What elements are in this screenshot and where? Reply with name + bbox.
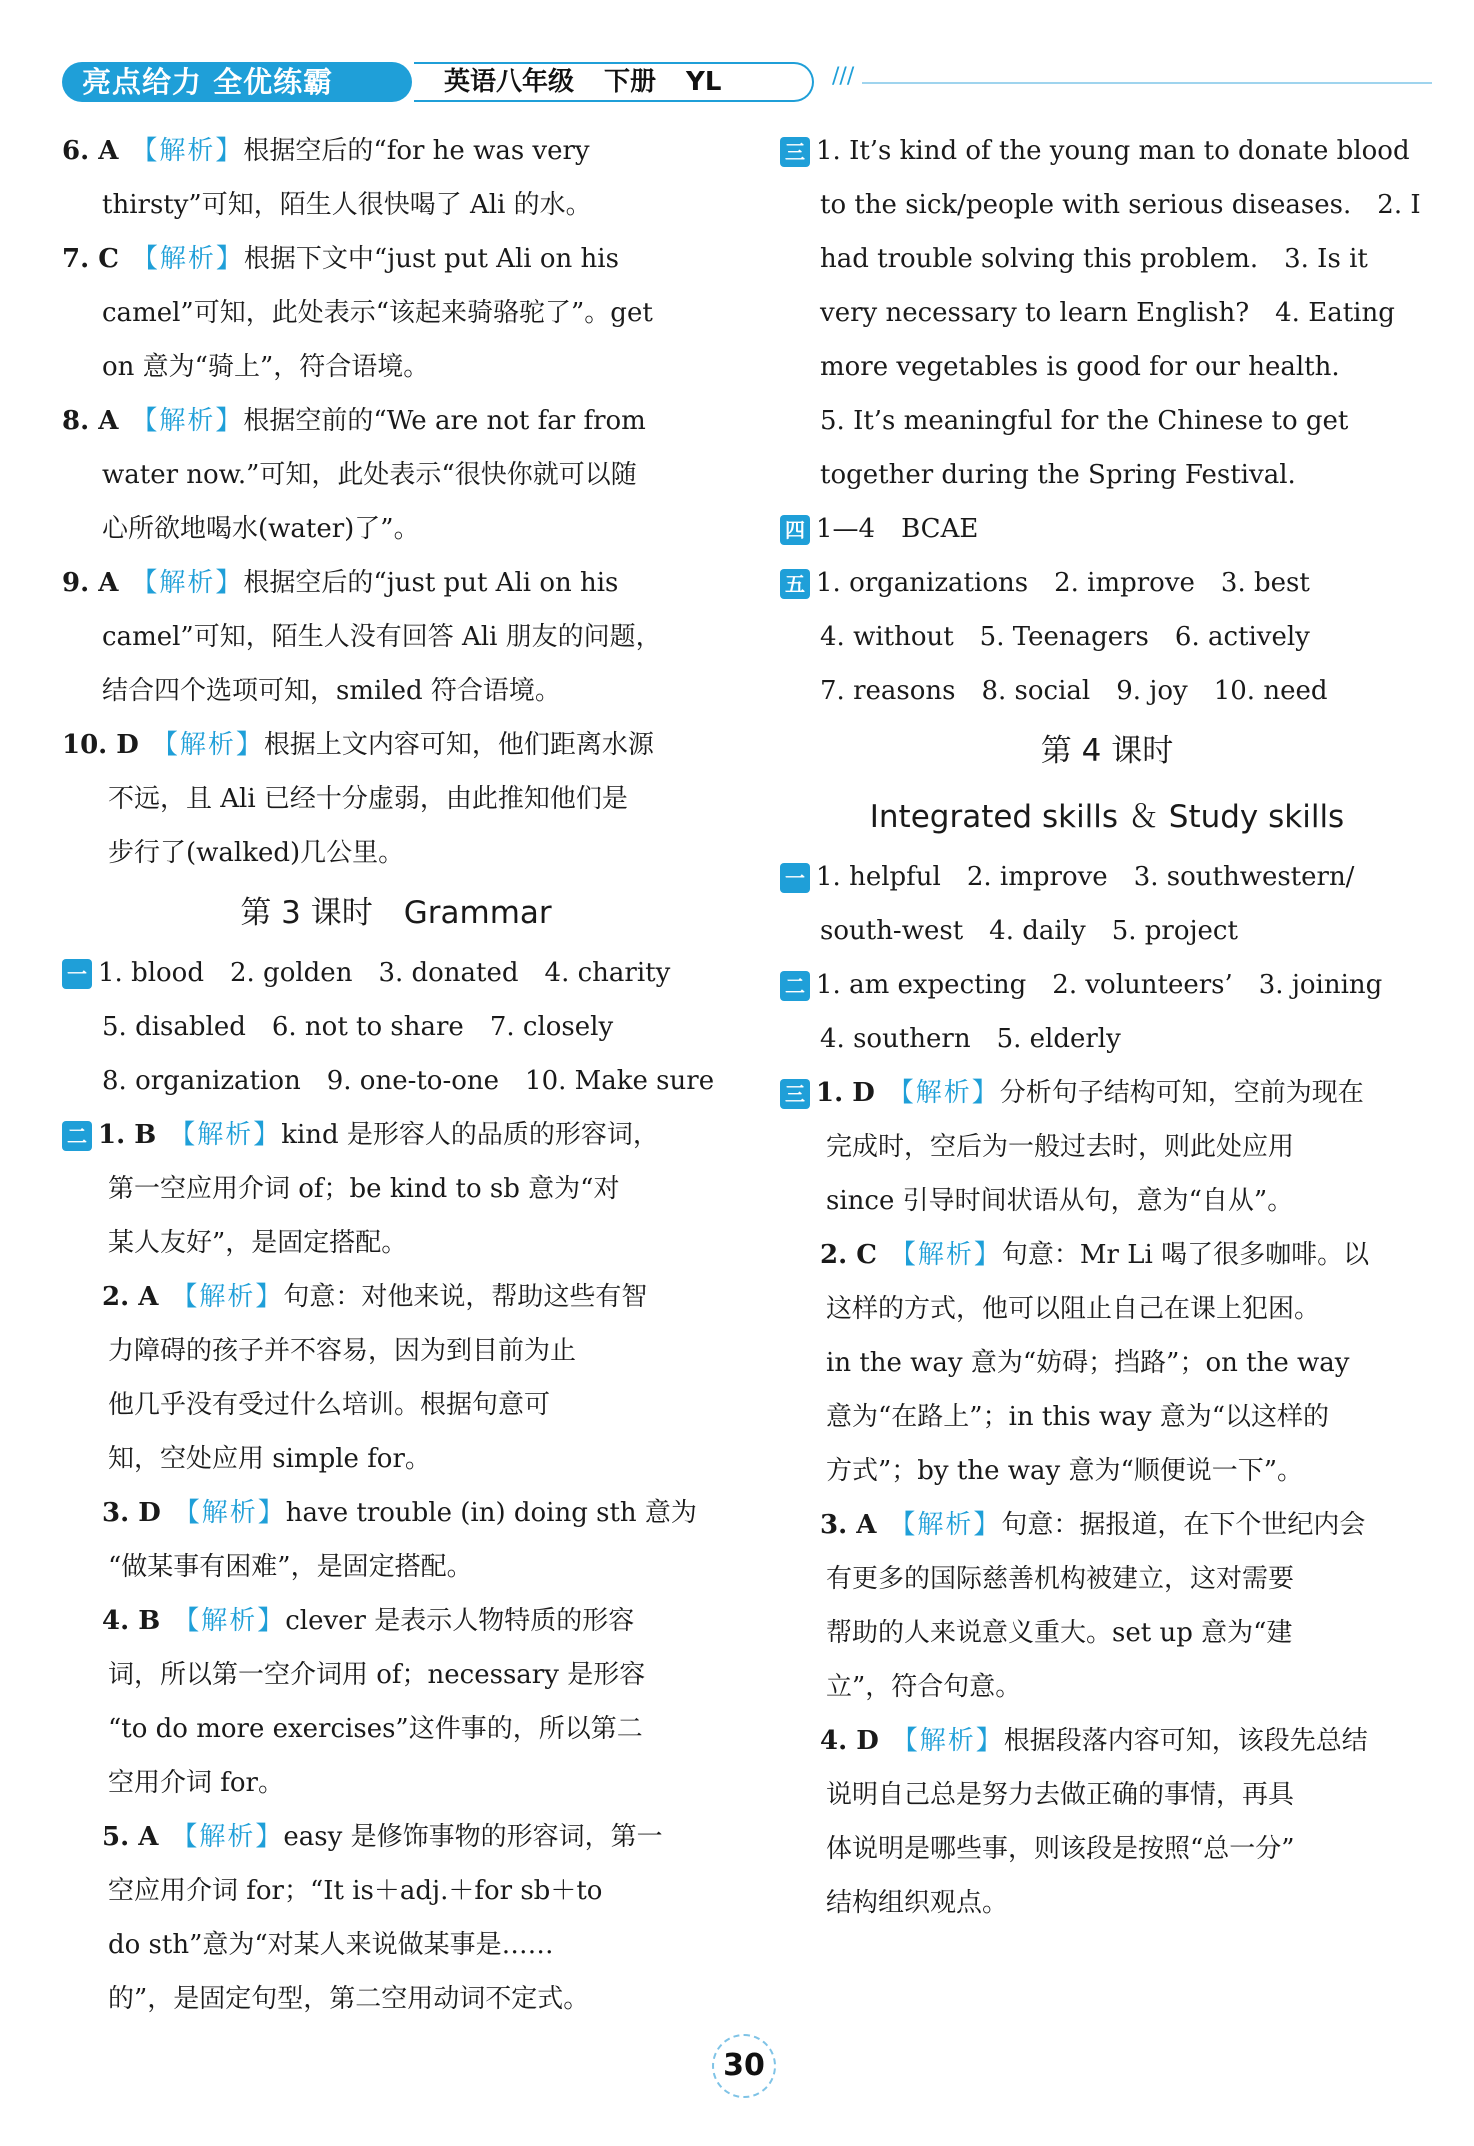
text-line: 【解析】	[184, 1282, 284, 1312]
text-line: 9. A	[62, 568, 119, 598]
answer-line	[62, 1108, 730, 1162]
text-line: 2. C	[820, 1240, 877, 1270]
text-line: 10. D	[62, 730, 139, 760]
answer-line	[780, 958, 1434, 1012]
answer-line	[62, 1810, 730, 1864]
answer-line	[62, 232, 730, 286]
text-line: 立”，符合句意。	[826, 1672, 1022, 1702]
text-line: 4. D	[820, 1726, 879, 1756]
text-line: 7. C	[62, 244, 119, 274]
text-line: had trouble solving this problem. 3. Is it	[820, 244, 1368, 274]
text-line: 【解析】	[186, 1498, 286, 1528]
text-line: 【解析】	[186, 1606, 286, 1636]
text-line: 的”，是固定句型，第二空用动词不定式。	[108, 1984, 590, 2014]
text-line: 体说明是哪些事，则该段是按照“总一分”	[826, 1834, 1295, 1864]
answer-line	[780, 556, 1434, 610]
answer-line	[62, 394, 730, 448]
answer-line	[780, 1066, 1434, 1120]
text-line: 空用介词 for。	[108, 1768, 284, 1798]
text-line: 根据下文中“just put Ali on his	[243, 244, 619, 274]
text-line: 【解析】	[144, 568, 244, 598]
text-line: 【解析】	[164, 730, 264, 760]
text-line: camel”可知，此处表示“该起来骑骆驼了”。get	[102, 298, 653, 328]
text-line: 【解析】	[902, 1240, 1002, 1270]
text-line: 帮助的人来说意义重大。set up 意为“建	[826, 1618, 1293, 1648]
text-line: 【解析】	[184, 1822, 284, 1852]
answer-line	[62, 946, 730, 1000]
text-line: 句意：Mr Li 喝了很多咖啡。以	[1001, 1240, 1370, 1270]
text-line: 5. disabled 6. not to share 7. closely	[102, 1012, 614, 1042]
text-line: 他几乎没有受过什么培训。根据句意可	[108, 1390, 551, 1420]
text-line: kind 是形容人的品质的形容词，	[281, 1120, 659, 1150]
section-marker: 二	[780, 971, 810, 1001]
text-line: 意为“在路上”；in this way 意为“以这样的	[826, 1402, 1330, 1432]
volume-label: 下册	[604, 67, 657, 97]
page-header	[62, 60, 1432, 104]
text-line: 【解析】	[902, 1510, 1002, 1540]
text-line: 根据空后的“just put Ali on his	[243, 568, 619, 598]
text-line: 某人友好”，是固定搭配。	[108, 1228, 408, 1258]
answer-line	[62, 718, 730, 772]
text-line: to the sick/people with serious diseases. 2. I	[820, 190, 1421, 220]
text-line: easy 是修饰事物的形容词，第一	[283, 1822, 663, 1852]
header-rule	[862, 82, 1432, 84]
text-line: 心所欲地喝水(water)了”。	[102, 514, 420, 544]
section-subtitle: Integrated skills ＆ Study skills	[869, 799, 1345, 835]
text-line: 【解析】	[144, 406, 244, 436]
text-line: 完成时，空后为一般过去时，则此处应用	[826, 1132, 1295, 1162]
text-line: 这样的方式，他可以阻止自己在课上犯困。	[826, 1294, 1321, 1324]
section-marker: 一	[780, 863, 810, 893]
text-line: 1. organizations 2. improve 3. best	[816, 568, 1310, 598]
text-line: 【解析】	[904, 1726, 1004, 1756]
text-line: 【解析】	[900, 1078, 1000, 1108]
text-line: 根据空前的“We are not far from	[243, 406, 646, 436]
text-line: water now.”可知，此处表示“很快你就可以随	[102, 460, 637, 490]
text-line: do sth”意为“对某人来说做某事是……	[108, 1930, 554, 1960]
text-line: 1. am expecting 2. volunteers’ 3. joining	[816, 970, 1383, 1000]
section-title: 第 3 课时 Grammar	[240, 895, 552, 931]
text-line: 5. A	[102, 1822, 159, 1852]
text-line: 3. D	[102, 1498, 161, 1528]
right-column	[780, 124, 1434, 1930]
text-line: 第一空应用介词 of；be kind to sb 意为“对	[108, 1174, 620, 1204]
text-line: 力障碍的孩子并不容易，因为到目前为止	[108, 1336, 577, 1366]
header-decoration: ///	[832, 64, 855, 89]
section-marker: 三	[780, 137, 810, 167]
text-line: 8. A	[62, 406, 119, 436]
section-marker: 四	[780, 515, 810, 545]
section-marker: 一	[62, 959, 92, 989]
text-line: 说明自己总是努力去做正确的事情，再具	[826, 1780, 1295, 1810]
text-line: 句意：对他来说，帮助这些有智	[283, 1282, 648, 1312]
answer-line	[780, 850, 1434, 904]
text-line: 方式”；by the way 意为“顺便说一下”。	[826, 1456, 1304, 1486]
text-line: 3. A	[820, 1510, 877, 1540]
answer-line	[780, 1228, 1434, 1282]
text-line: 2. A	[102, 1282, 159, 1312]
text-line: “to do more exercises”这件事的，所以第二	[108, 1714, 643, 1744]
text-line: 结构组织观点。	[826, 1888, 1009, 1918]
text-line: 有更多的国际慈善机构被建立，这对需要	[826, 1564, 1295, 1594]
text-line: clever 是表示人物特质的形容	[285, 1606, 635, 1636]
answer-line	[780, 1714, 1434, 1768]
text-line: south-west 4. daily 5. project	[820, 916, 1238, 946]
text-line: 6. A	[62, 136, 119, 166]
text-line: 根据段落内容可知，该段先总结	[1003, 1726, 1368, 1756]
text-line: 1. B	[98, 1120, 157, 1150]
text-line: very necessary to learn English? 4. Eating	[820, 298, 1395, 328]
answer-line	[780, 124, 1434, 178]
text-line: 1. D	[816, 1078, 875, 1108]
page-number: 30	[712, 2034, 776, 2098]
text-line: 4. without 5. Teenagers 6. actively	[820, 622, 1310, 652]
text-line: 4. B	[102, 1606, 161, 1636]
text-line: “做某事有困难”，是固定搭配。	[108, 1552, 473, 1582]
text-line: 7. reasons 8. social 9. joy 10. need	[820, 676, 1328, 706]
section-marker: 二	[62, 1121, 92, 1151]
section-marker: 五	[780, 569, 810, 599]
answer-line	[62, 556, 730, 610]
text-line: 1. helpful 2. improve 3. southwestern/	[816, 862, 1355, 892]
text-line: 结合四个选项可知，smiled 符合语境。	[102, 676, 561, 706]
text-line: 词，所以第一空介词用 of；necessary 是形容	[108, 1660, 646, 1690]
subject-label: 英语八年级	[444, 67, 575, 97]
answer-line	[780, 502, 1434, 556]
answer-line	[62, 124, 730, 178]
text-line: 5. It’s meaningful for the Chinese to get	[820, 406, 1349, 436]
text-line: 根据上文内容可知，他们距离水源	[263, 730, 654, 760]
text-line: 【解析】	[182, 1120, 282, 1150]
answer-line	[62, 1486, 730, 1540]
brand-label: 亮点给力 全优练霸	[62, 62, 412, 102]
text-line: 知，空处应用 simple for。	[108, 1444, 431, 1474]
text-line: more vegetables is good for our health.	[820, 352, 1340, 382]
text-line: on 意为“骑上”，符合语境。	[102, 352, 430, 382]
text-line: 【解析】	[144, 136, 244, 166]
text-line: together during the Spring Festival.	[820, 460, 1296, 490]
text-line: 分析句子结构可知，空前为现在	[999, 1078, 1364, 1108]
answer-line	[780, 1498, 1434, 1552]
left-column	[62, 124, 730, 2026]
text-line: 8. organization 9. one-to-one 10. Make sure	[102, 1066, 715, 1096]
text-line: 1. It’s kind of the young man to donate blood	[816, 136, 1410, 166]
text-line: thirsty”可知，陌生人很快喝了 Ali 的水。	[102, 190, 592, 220]
answer-line	[62, 1594, 730, 1648]
text-line: 步行了(walked)几公里。	[108, 838, 405, 868]
text-line: 1—4 BCAE	[816, 514, 979, 544]
text-line: 根据空后的“for he was very	[243, 136, 590, 166]
text-line: have trouble (in) doing sth 意为	[285, 1498, 697, 1528]
text-line: 1. blood 2. golden 3. donated 4. charity	[98, 958, 671, 988]
section-marker: 三	[780, 1079, 810, 1109]
text-line: 【解析】	[144, 244, 244, 274]
text-line: 空应用介词 for；“It is＋adj.＋for sb＋to	[108, 1876, 603, 1906]
answer-line	[62, 1270, 730, 1324]
text-line: in the way 意为“妨碍；挡路”；on the way	[826, 1348, 1350, 1378]
section-title: 第 4 课时	[1040, 733, 1174, 769]
text-line: 4. southern 5. elderly	[820, 1024, 1121, 1054]
text-line: 句意：据报道，在下个世纪内会	[1001, 1510, 1366, 1540]
text-line: 不远，且 Ali 已经十分虚弱，由此推知他们是	[108, 784, 628, 814]
text-line: since 引导时间状语从句，意为“自从”。	[826, 1186, 1294, 1216]
edition-label: YL	[686, 67, 722, 97]
book-info	[414, 62, 814, 102]
text-line: camel”可知，陌生人没有回答 Ali 朋友的问题，	[102, 622, 662, 652]
